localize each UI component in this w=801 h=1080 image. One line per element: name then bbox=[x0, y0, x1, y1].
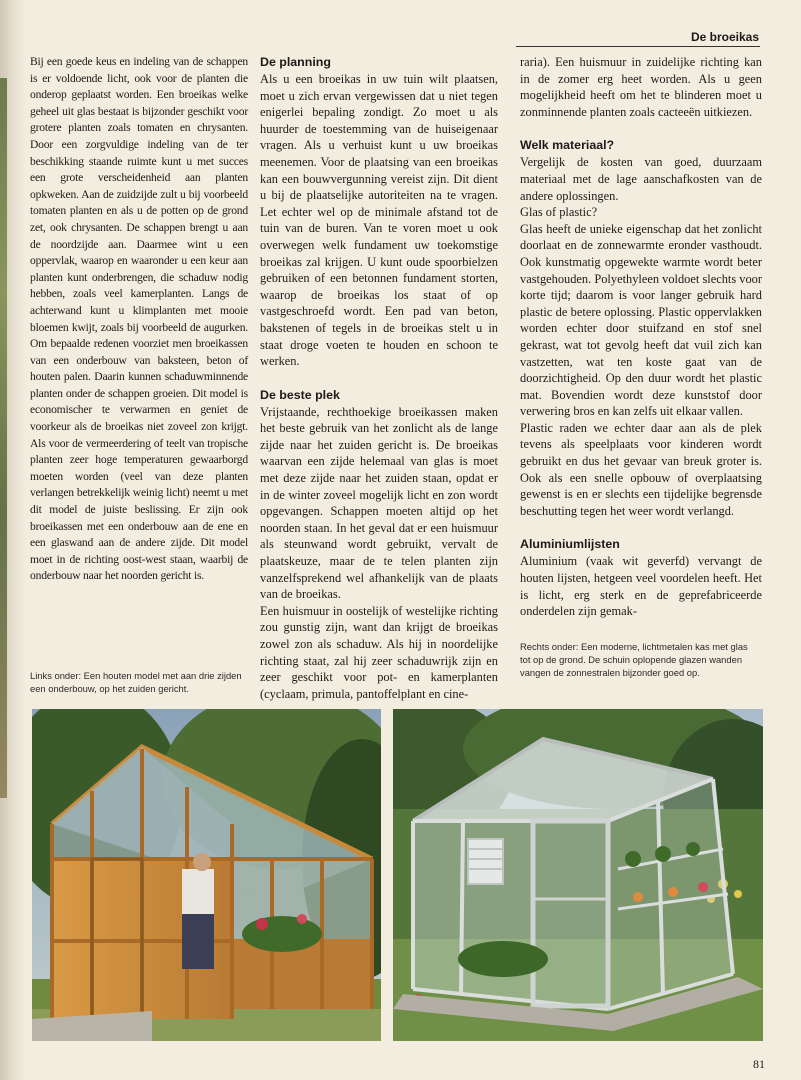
paragraph-materiaal: Vergelijk de kosten van goed, duurzaam materiaal met de lage aanschafkosten van de andere oplossingen. bbox=[520, 155, 762, 203]
section-header: De broeikas bbox=[690, 30, 759, 44]
photo-wooden-greenhouse bbox=[32, 709, 381, 1041]
paragraph-beste-plek-1: Vrijstaande, rechthoekige broeikassen maken het beste gebruik van het zonlicht als de lange zijde naar het zuiden gericht is. De broeikas waarvan een zijde helemaal van glas is moet met deze zijde naar het zuiden staan, opdat er in de winter zoveel mogelijk licht en zon wordt opgevangen. Schappen moeten altijd op het noorden staan. In het geval dat er een huismuur als steunwand wordt gebruikt, vervalt de plaatskeuze, maar de te telen planten zijn vanzelfsprekend wel afhankelijk van de plaats van de broeikas. bbox=[260, 404, 498, 602]
text-column-1 bbox=[30, 54, 248, 585]
paragraph-glas-2: Plastic raden we echter daar aan als de plek tevens als speelplaats voor kinderen wordt gebruikt en dus het gevaar van breuk groter is. Ook als een snelle opbouw of overplaatsing gewenst is en er slechts een tijdelijke begrensde beschutting tegen het weer wordt verlangd. bbox=[520, 420, 762, 518]
paragraph-huismuur: raria). Een huismuur in zuidelijke richting kan in de zomer erg heet worden. Als u geen mogelijkheid heeft om het te blinderen moet u zonminnende planten zoals cacteeën uitkiezen. bbox=[520, 55, 762, 119]
paragraph-beste-plek-2: Een huismuur in oostelijk of westelijke richting zou gunstig zijn, want dan krijgt de broeikas zowel zon als schaduw. Als hij in noordelijke richting staat, zal hij zeer schaduwrijk zijn en zeer geschikt voor pot- en kamerplanten (cyclaam, primula, pantoffelplant en cine- bbox=[260, 603, 498, 701]
caption-left-photo: Links onder: Een houten model met aan drie zijden een onderbouw, op het zuiden gericht. bbox=[30, 670, 242, 694]
previous-page-photo-strip bbox=[0, 78, 7, 798]
heading-planning: De planning bbox=[260, 55, 331, 69]
photo-aluminium-greenhouse bbox=[393, 709, 763, 1041]
text-column-3 bbox=[520, 54, 762, 620]
paragraph-aluminium: Aluminium (vaak wit geverfd) vervangt de houten lijsten, hetgeen veel voordelen heeft. Het is licht, erg sterk en de geprefabriceerde onderdelen zijn gemak- bbox=[520, 554, 762, 619]
header-rule bbox=[516, 46, 760, 47]
previous-page-edge bbox=[0, 0, 26, 1080]
paragraph-planning: Als u een broeikas in uw tuin wilt plaatsen, moet u zich ervan vergewissen dat u niet tegen enigerlei bepaling zondigt. Zo moet u als huurder de toestemming van de huiseigenaar vragen. Als u verhuist kunt u uw broeikas meenemen. Voor de plaatsing van een broeikas kan een bouwvergunning vereist zijn. Dit dient u bij de plaatselijke autoriteiten na te vragen. Let echter wel op de minimale afstand tot de tuin van de buren. Van te voren moet u ook overwegen welk fundament uw toekomstige broeikas zal krijgen. U kunt oude spoorbielzen gebruiken of een betonnen fundament storten, waarop de broeikas los staat of op vastgeschroefd wordt. Een pad van beton, bakstenen of tegels in de broeikas stelt u in staat droge voeten te houden en schoon te werken. bbox=[260, 72, 498, 369]
paragraph-glas-1: Glas heeft de unieke eigenschap dat het zonlicht doorlaat en de zonnewarmte eronder vasthoudt. Ook kunstmatig opgewekte warmte wordt beter vastgehouden. Polyethyleen voldoet slechts voor korte tijd; daarom is voor langer gebruik hard plastic de betere oplossing. Plastic oppervlakken worden echter door stuifzand en stof snel gekrast, wat tot gevolg heeft dat vuil zich kan vastzetten, wat ten koste gaat van de doorzichtigheid. Op den duur wordt het plastic mat. Bovendien wordt deze kunststof door verwering bros en kan zelfs uit elkaar vallen. bbox=[520, 221, 762, 419]
heading-beste-plek: De beste plek bbox=[260, 387, 340, 402]
heading-aluminiumlijsten: Aluminiumlijsten bbox=[520, 537, 620, 552]
text-column-2 bbox=[260, 54, 498, 702]
paragraph-schappen: Bij een goede keus en indeling van de schappen is er voldoende licht, ook voor de planten die onderop geplaatst worden. Een broeikas welke geheel uit glas bestaat is bijzonder geschikt voor grotere planten zoals tomaten en chrysanten. Door een zorgvuldige indeling van de ter beschikking staande ruimte kunt u met succes een grote verscheidenheid aan planten opkweken. Aan de zuidzijde zult u bij voorbeeld tomaten planten en als u de potten op de grond zet, ook chrysanten. De schappen brengt u aan de noordzijde aan. Daarmee wint u een oppervlak, waarop en waaronder u een keur aan planten kunt onderbrengen, die schaduw nodig hebben, zoals veel kamerplanten. Langs de achterwand kunt u klimplanten met mooie bloemen kwijt, zoals bij voorbeeld de augurken. Om bepaalde redenen voorziet men broeikassen van een onderbouw van baksteen, beton of houten palen. Daarin kunnen schaduwminnende planten onder de schappen groeien. Dit model is economischer te verwarmen en geniet de voorkeur als de broeikas niet zoveel zon krijgt. Als voor de vermeerdering of teelt van tropische planten zeer hoge temperaturen gewaarborgd moeten worden (veel van deze planten verlangen betrekkelijk weinig licht) neemt u met dit model de juiste beslissing. Er zijn ook broeikassen met een onderbouw aan de ene en een glaswand aan de andere zijde. Dit model moet in de richting oost-west staan, waarbij de onderbouw naar het noorden gericht is. bbox=[30, 55, 248, 583]
heading-materiaal: Welk materiaal? bbox=[520, 138, 615, 153]
page-number: 81 bbox=[753, 1057, 765, 1071]
caption-right-photo: Rechts onder: Een moderne, lichtmetalen kas met glas tot op de grond. De schuin oplopende glazen wanden vangen de zonnestralen bijzonder goed op. bbox=[520, 641, 748, 678]
subheading-glas-of-plastic: Glas of plastic? bbox=[520, 205, 598, 220]
